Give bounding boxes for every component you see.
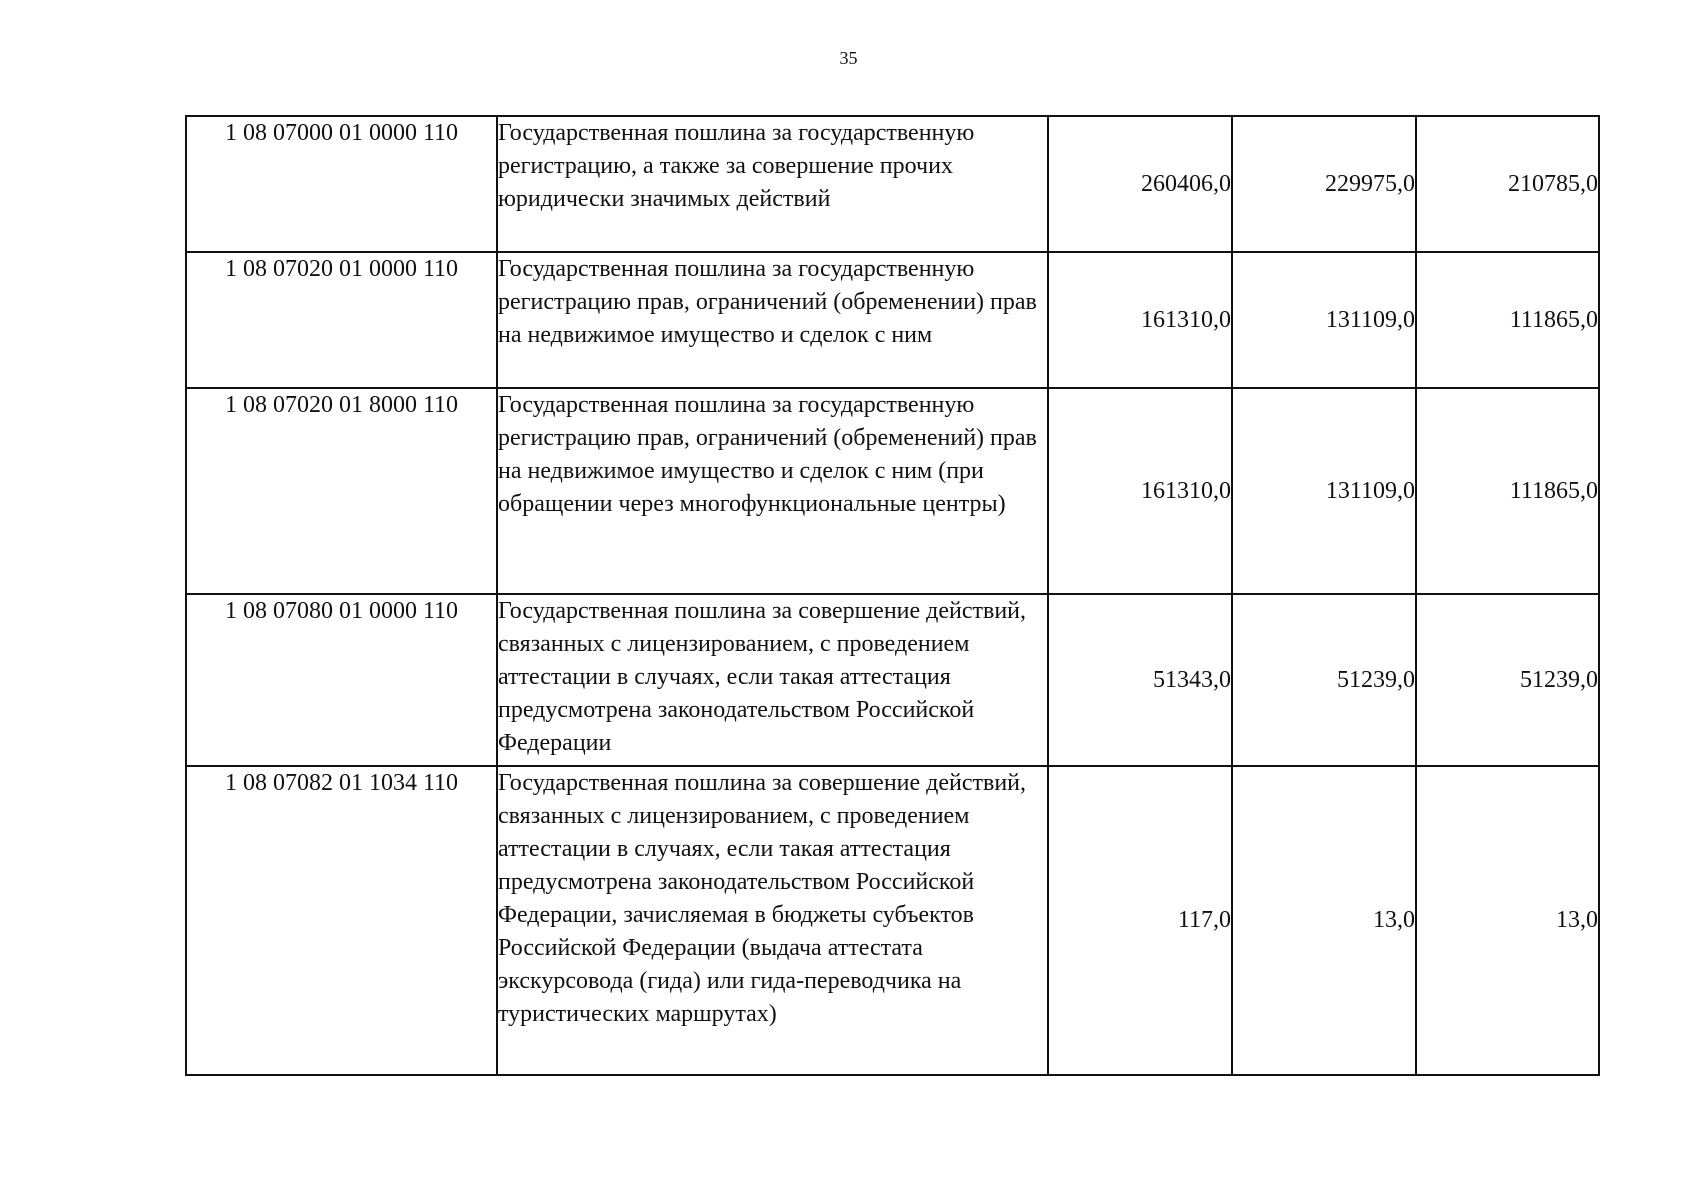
budget-code-cell: 1 08 07020 01 0000 110 <box>186 252 497 388</box>
value-cell-year-1: 161310,0 <box>1048 388 1232 594</box>
table-row <box>186 594 1599 766</box>
description-cell: Государственная пошлина за совершение действий, связанных с лицензированием, с проведением аттестации в случаях, если такая аттестация предусмотрена законодательством Российской Федерации, зачисляемая в бюджеты субъектов Российской Федерации (выдача аттестата экскурсовода (гида) или гида-переводчика на туристических маршрутах) <box>497 766 1048 1075</box>
value-cell-year-2: 13,0 <box>1232 766 1416 1075</box>
description-cell: Государственная пошлина за государственную регистрацию, а также за совершение прочих юридически значимых действий <box>497 116 1048 252</box>
table-row <box>186 766 1599 1075</box>
budget-code-cell: 1 08 07082 01 1034 110 <box>186 766 497 1075</box>
description-cell: Государственная пошлина за государственную регистрацию прав, ограничений (обременений) прав на недвижимое имущество и сделок с ним (при обращении через многофункциональные центры) <box>497 388 1048 594</box>
table-row <box>186 252 1599 388</box>
description-cell: Государственная пошлина за совершение действий, связанных с лицензированием, с проведением аттестации в случаях, если такая аттестация предусмотрена законодательством Российской Федерации <box>497 594 1048 766</box>
value-cell-year-1: 161310,0 <box>1048 252 1232 388</box>
table-row <box>186 388 1599 594</box>
description-cell: Государственная пошлина за государственную регистрацию прав, ограничений (обременении) прав на недвижимое имущество и сделок с ним <box>497 252 1048 388</box>
value-cell-year-3: 51239,0 <box>1416 594 1599 766</box>
value-cell-year-1: 260406,0 <box>1048 116 1232 252</box>
value-cell-year-2: 229975,0 <box>1232 116 1416 252</box>
value-cell-year-3: 111865,0 <box>1416 252 1599 388</box>
value-cell-year-2: 131109,0 <box>1232 252 1416 388</box>
value-cell-year-3: 111865,0 <box>1416 388 1599 594</box>
value-cell-year-1: 51343,0 <box>1048 594 1232 766</box>
page-number: 35 <box>839 48 858 68</box>
revenue-table <box>185 115 1600 1076</box>
value-cell-year-2: 51239,0 <box>1232 594 1416 766</box>
budget-code-cell: 1 08 07020 01 8000 110 <box>186 388 497 594</box>
value-cell-year-3: 13,0 <box>1416 766 1599 1075</box>
budget-code-cell: 1 08 07000 01 0000 110 <box>186 116 497 252</box>
value-cell-year-1: 117,0 <box>1048 766 1232 1075</box>
budget-code-cell: 1 08 07080 01 0000 110 <box>186 594 497 766</box>
value-cell-year-3: 210785,0 <box>1416 116 1599 252</box>
value-cell-year-2: 131109,0 <box>1232 388 1416 594</box>
table-row <box>186 116 1599 252</box>
